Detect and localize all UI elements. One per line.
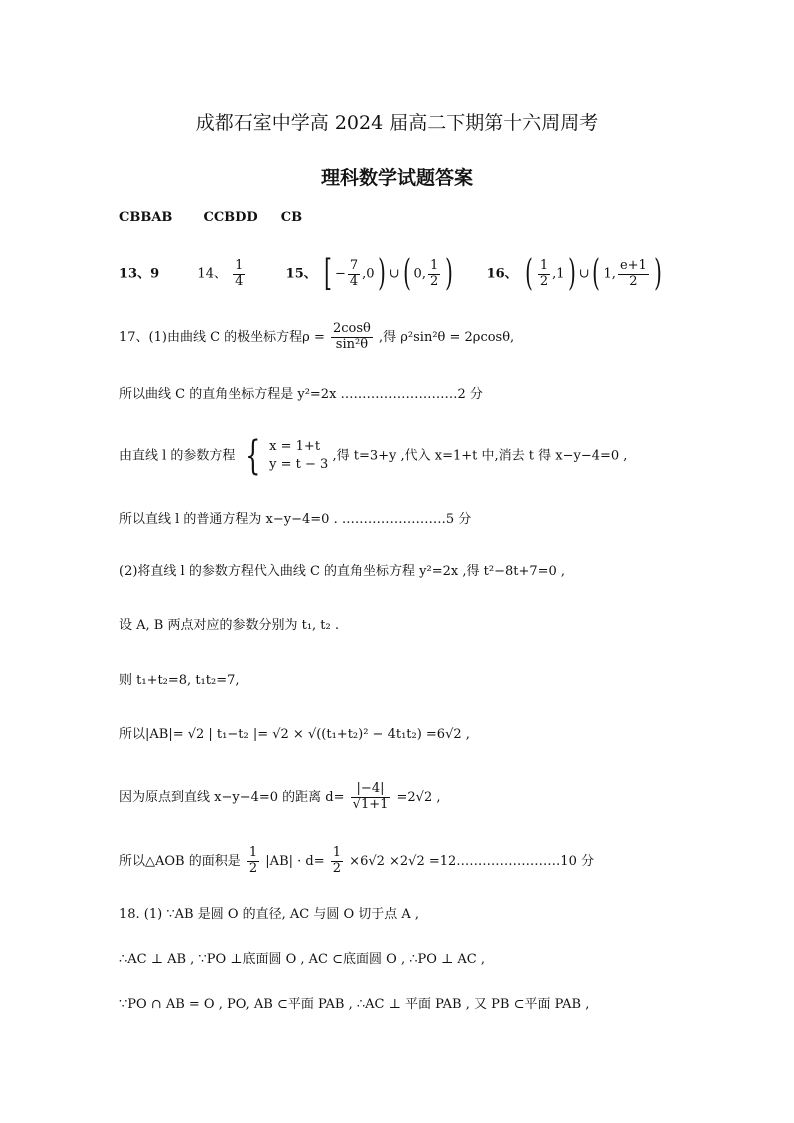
answer-14-fraction: [233, 259, 245, 290]
q17-line-5: (2)将直线 l 的参数方程代入曲线 C 的直角坐标方程 y²=2x ,得 t²−8t+7=0 ,: [119, 564, 566, 579]
fraction-numerator: 7: [349, 257, 359, 273]
fill-answers: 13、9 14、 $\frac{1}{4}$ 15、 [ − $\frac{7}{4}$ ,0) ∪( 0, $\frac{1}{2}$ ) 16、 ( $\frac{1}{2}$ ,1) ∪( 1, $\frac{e+1}{2}$ ): [119, 253, 662, 294]
q18-line-3: ∵PO ∩ AB = O , PO, AB ⊂平面 PAB , ∴AC ⊥ 平面 PAB , 又 PB ⊂平面 PAB ,: [119, 997, 590, 1012]
fraction-denominator: 4: [235, 273, 244, 289]
system-row-2: y = t − 3: [269, 457, 329, 472]
choice-group-3: CB: [280, 210, 303, 225]
fraction-numerator: 1: [248, 845, 258, 860]
answer-13: 13、9: [119, 266, 160, 282]
half-fraction: [247, 846, 259, 877]
q17-line-10: [119, 846, 594, 877]
answer-15-fraction-a: [348, 259, 360, 290]
q17-line-3: [119, 433, 628, 479]
fraction-numerator: |−4|: [356, 781, 385, 796]
fraction-denominator: 2: [618, 274, 649, 290]
q17-line-1-tail: ,得 ρ²sin²θ = 2ρcosθ,: [379, 329, 515, 345]
fraction-denominator: 2: [248, 860, 258, 876]
choice-group-2: CCBDD: [203, 210, 258, 225]
fraction-denominator: √1+1: [352, 796, 389, 812]
q17-line-8: 所以|AB|= √2 | t₁−t₂ |= √2 × √((t₁+t₂)² − 4t₁t₂) =6√2 ,: [119, 727, 470, 742]
half-fraction-2: [331, 846, 343, 877]
answer-14-label: 14、: [197, 266, 227, 282]
q17-line-6: 设 A, B 两点对应的参数分别为 t₁, t₂ .: [119, 618, 340, 633]
q17-line-3-tail: ,得 t=3+y ,代入 x=1+t 中,消去 t 得 x−y−4=0 ,: [332, 448, 628, 464]
q17-polar-fraction: [331, 322, 373, 353]
q17-line-1: [119, 322, 514, 353]
choice-group-1: CBBAB: [119, 210, 173, 225]
fraction-numerator: 1: [539, 257, 549, 273]
page-subtitle: 理科数学试题答案: [320, 167, 473, 189]
q17-line-4: 所以直线 l 的普通方程为 x−y−4=0 . ……………………5 分: [119, 512, 472, 527]
q18-line-2: ∴AC ⊥ AB , ∵PO ⊥底面圆 O , AC ⊂底面圆 O , ∴PO ⊥ AC ,: [119, 952, 485, 967]
parametric-system: [269, 438, 328, 474]
left-bracket: [: [324, 253, 332, 294]
answer-16-fraction-a: [538, 259, 550, 290]
fraction-denominator: 2: [539, 273, 549, 289]
fraction-numerator: 1: [235, 257, 244, 273]
q17-line-7: 则 t₁+t₂=8, t₁t₂=7,: [119, 673, 240, 688]
answer-15-fraction-b: [428, 259, 440, 290]
fraction-numerator: e+1: [619, 257, 647, 273]
q18-line-1: 18. (1) ∵AB 是圆 O 的直径, AC 与圆 O 切于点 A ,: [119, 907, 420, 922]
distance-fraction: [351, 782, 391, 813]
answer-15-label: 15、: [285, 266, 317, 282]
answer-16-fraction-b: [618, 259, 649, 290]
q17-line-3-text: 由直线 l 的参数方程: [119, 448, 236, 464]
q17-line-9: [119, 782, 441, 813]
q17-line-10-text: 所以△AOB 的面积是: [119, 853, 241, 869]
q17-line-9-text: 因为原点到直线 x−y−4=0 的距离 d=: [119, 789, 345, 805]
q17-line-2: 所以曲线 C 的直角坐标方程是 y²=2x ………………………2 分: [119, 387, 483, 402]
fraction-numerator: 1: [429, 257, 439, 273]
fraction-denominator: 2: [332, 860, 342, 876]
q17-line-1-text: 17、(1)由曲线 C 的极坐标方程ρ =: [119, 329, 325, 345]
page-title: 成都石室中学高 2024 届高二下期第十六周周考: [195, 112, 599, 134]
fraction-numerator: 2cosθ: [332, 321, 371, 336]
fraction-denominator: 2: [429, 273, 439, 289]
system-row-1: x = 1+t: [269, 438, 321, 454]
q17-line-10-tail: ×6√2 ×2√2 =12……………………10 分: [349, 853, 594, 869]
answer-16-label: 16、: [486, 266, 518, 282]
q17-line-9-tail: =2√2 ,: [396, 789, 441, 805]
fraction-denominator: sin²θ: [331, 337, 373, 353]
q17-line-10-mid: |AB| · d=: [265, 853, 325, 869]
choice-answers: [119, 211, 302, 224]
fraction-numerator: 1: [332, 845, 342, 860]
brace-icon: {: [244, 433, 260, 479]
fraction-denominator: 4: [349, 273, 359, 289]
